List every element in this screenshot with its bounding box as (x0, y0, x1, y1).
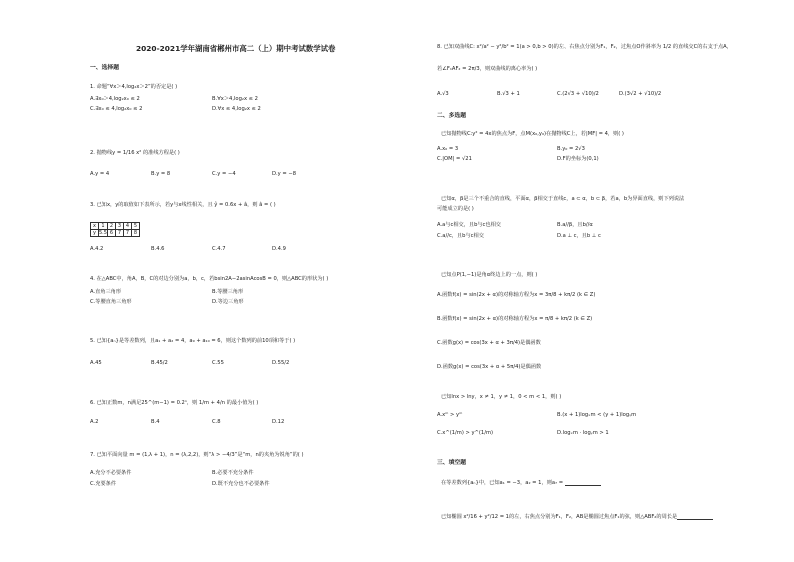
q4-option-c: C.等腰直角三角形 (90, 299, 132, 305)
q8-stem-continued: 若∠F₁AF₂ = 2π/3，则双曲线的离心率为( ) (437, 66, 538, 72)
q8-option-b: B.√3 + 1 (497, 91, 520, 97)
q2-option-d: D.y = −8 (272, 171, 297, 177)
section-heading-fill: 三、填空题 (437, 460, 466, 466)
table-cell: y (91, 230, 99, 237)
q7-option-b: B.必要不充分条件 (212, 470, 254, 476)
q9-option-c: C.|OM| = √21 (437, 156, 472, 162)
section-heading-choice: 一、选择题 (90, 65, 119, 71)
q5-option-d: D.55/2 (272, 360, 290, 366)
q12-option-b: B.(x + 1)logₓm < (y + 1)logᵧm (557, 412, 637, 418)
q6-option-c: C.8 (212, 419, 221, 425)
q6-option-d: D.12 (272, 419, 285, 425)
q10-stem: 已知α，β是三个不重合的直线，平面α，β相交于直线c，a ⊂ α，b ⊂ β，若a，b为异面直线，则下列说法 (441, 196, 685, 202)
q5-option-c: C.55 (212, 360, 224, 366)
q13-text: 在等差数列{aₙ}中，已知a₁ = −3，a₂ = 1，则a₇ = (441, 480, 565, 486)
q5-stem: 5. 已知{aₙ}是等差数列，且a₁ + a₂ = 4，a₉ + a₁₀ = 6，则这个数列的前10项和等于( ) (90, 338, 296, 344)
q5-option-b: B.45/2 (151, 360, 168, 366)
q10-option-b: B.a//β，且b//α (557, 222, 593, 228)
q9-option-d: D.F的坐标为(0,1) (557, 156, 599, 162)
table-cell: 1 (99, 223, 108, 230)
section-heading-multi: 二、多选题 (437, 113, 466, 119)
q7-option-c: C.充要条件 (90, 481, 117, 487)
q4-option-b: B.等腰三角形 (212, 289, 244, 295)
table-cell: 8 (131, 230, 139, 237)
q11-stem: 已知点P(1,−1)是角α终边上的一点，则( ) (441, 272, 538, 278)
table-cell: 7 (123, 230, 131, 237)
q8-option-c: C.(2√3 + √10)/2 (557, 91, 599, 97)
q1-stem: 1. 命题“∀x＞4,log₂x＞2”的否定是( ) (90, 84, 178, 90)
q4-option-a: A.直角三角形 (90, 289, 122, 295)
q7-option-d: D.既不充分也不必要条件 (212, 481, 270, 487)
q12-option-c: C.x^(1/m) > y^(1/m) (437, 430, 494, 436)
q10-option-a: A.a与c相交，且b与c也相交 (437, 222, 501, 228)
q1-option-b: B.∀x＞4,log₂x ≤ 2 (212, 96, 258, 102)
q3-option-c: C.4.7 (212, 246, 226, 252)
q6-option-b: B.4 (151, 419, 160, 425)
q6-stem: 6. 已知正数m，n满足25^(m−1) = 0.2ⁿ，则 1/m + 4/n 的最小值为( ) (90, 400, 259, 406)
table-cell: 2 (107, 223, 115, 230)
q7-option-a: A.充分不必要条件 (90, 470, 132, 476)
q6-option-a: A.2 (90, 419, 99, 425)
q9-option-a: A.x₀ = 3 (437, 146, 459, 152)
q1-option-a: A.∃x₀＞4,log₂x₀ ≤ 2 (90, 96, 140, 102)
q4-stem: 4. 在△ABC中，角A，B，C的对边分别为a，b，c，若bsin2A−2asinAcosB = 0，则△ABC的形状为( ) (90, 276, 329, 282)
q13-stem (441, 480, 601, 486)
q2-option-a: A.y = 4 (90, 171, 110, 177)
q10-option-c: C.a//c，且b与c相交 (437, 233, 484, 239)
q2-option-c: C.y = −4 (212, 171, 236, 177)
q5-option-a: A.45 (90, 360, 102, 366)
q11-option-a: A.函数f(x) = sin(2x + α)的对称轴方程为x = 3π/8 + kπ/2 (k ∈ Z) (437, 292, 596, 298)
q14-answer-blank[interactable] (677, 514, 713, 520)
q3-data-table (90, 222, 140, 237)
q8-option-d: D.(3√2 + √10)/2 (619, 91, 662, 97)
q7-stem: 7. 已知平面向量 m = (1,λ + 1)，n = (λ,2,2)，则“λ > −4/3”是“m，n的夹角为锐角”的( ) (90, 452, 304, 458)
q10-stem-continued: 可能成立的是( ) (437, 206, 474, 212)
table-cell: 4 (123, 223, 131, 230)
q11-option-b: B.函数f(x) = sin(2x + α)的对称轴方程为x = π/8 + kπ/2 (k ∈ Z) (437, 316, 593, 322)
q12-option-a: A.xᵐ > yᵐ (437, 412, 463, 418)
q4-option-d: D.等边三角形 (212, 299, 244, 305)
table-cell: 3 (115, 223, 123, 230)
q8-stem: 8. 已知双曲线C: x²/a² − y²/b² = 1(a > 0,b > 0)的左、右焦点分别为F₁，F₂，过焦点O作斜率为 1/2 的直线交C的右支于点A， (437, 44, 732, 50)
q14-stem (441, 514, 713, 520)
q12-stem: 已知lnx > lny，x ≠ 1，y ≠ 1，0 < m < 1，则( ) (441, 394, 562, 400)
table-cell: 5.5 (99, 230, 107, 236)
q3-option-d: D.4.9 (272, 246, 286, 252)
q3-stem: 3. 已知x，y的取值如下表所示，若y与x线性相关，且 ŷ = 0.6x + â，则 â = ( ) (90, 202, 276, 208)
q1-option-d: D.∀x ≤ 4,log₂x ≤ 2 (212, 106, 261, 112)
q12-option-d: D.logₓm · logᵧm > 1 (557, 430, 609, 436)
q9-stem: 已知抛物线C:y² = 4x的焦点为F，点M(x₀,y₀)在抛物线C上，若|MF| = 4，则( ) (441, 131, 624, 137)
q2-stem: 2. 抛物线y = 1/16 x² 的准线方程是( ) (90, 150, 180, 156)
q8-option-a: A.√3 (437, 91, 449, 97)
q14-text: 已知椭圆 x²/16 + y²/12 = 1的左，右焦点分别为F₁，F₂，AB是椭圆过焦点F₁的弦，则△ABF₂的周长是 (441, 514, 678, 520)
q2-option-b: B.y = 8 (151, 171, 171, 177)
q11-option-c: C.函数g(x) = cos(3x + α + 3π/4)是偶函数 (437, 340, 541, 346)
table-cell: 5 (131, 223, 139, 230)
q3-option-b: B.4.6 (151, 246, 165, 252)
q3-option-a: A.4.2 (90, 246, 104, 252)
page-title: 2020-2021学年湖南省郴州市高二（上）期中考试数学试卷 (136, 44, 336, 53)
q11-option-d: D.函数g(x) = cos(3x + α + 5π/4)是偶函数 (437, 364, 542, 370)
q13-answer-blank[interactable] (565, 480, 601, 486)
table-cell: x (91, 223, 99, 230)
q1-option-c: C.∃x₀ ≤ 4,log₂x₀ ≤ 2 (90, 106, 143, 112)
table-cell: 6 (107, 230, 115, 237)
q10-option-d: D.a ⊥ c，且b ⊥ c (557, 233, 601, 239)
q9-option-b: B.y₀ = 2√3 (557, 146, 585, 152)
table-cell: 7 (115, 230, 123, 237)
